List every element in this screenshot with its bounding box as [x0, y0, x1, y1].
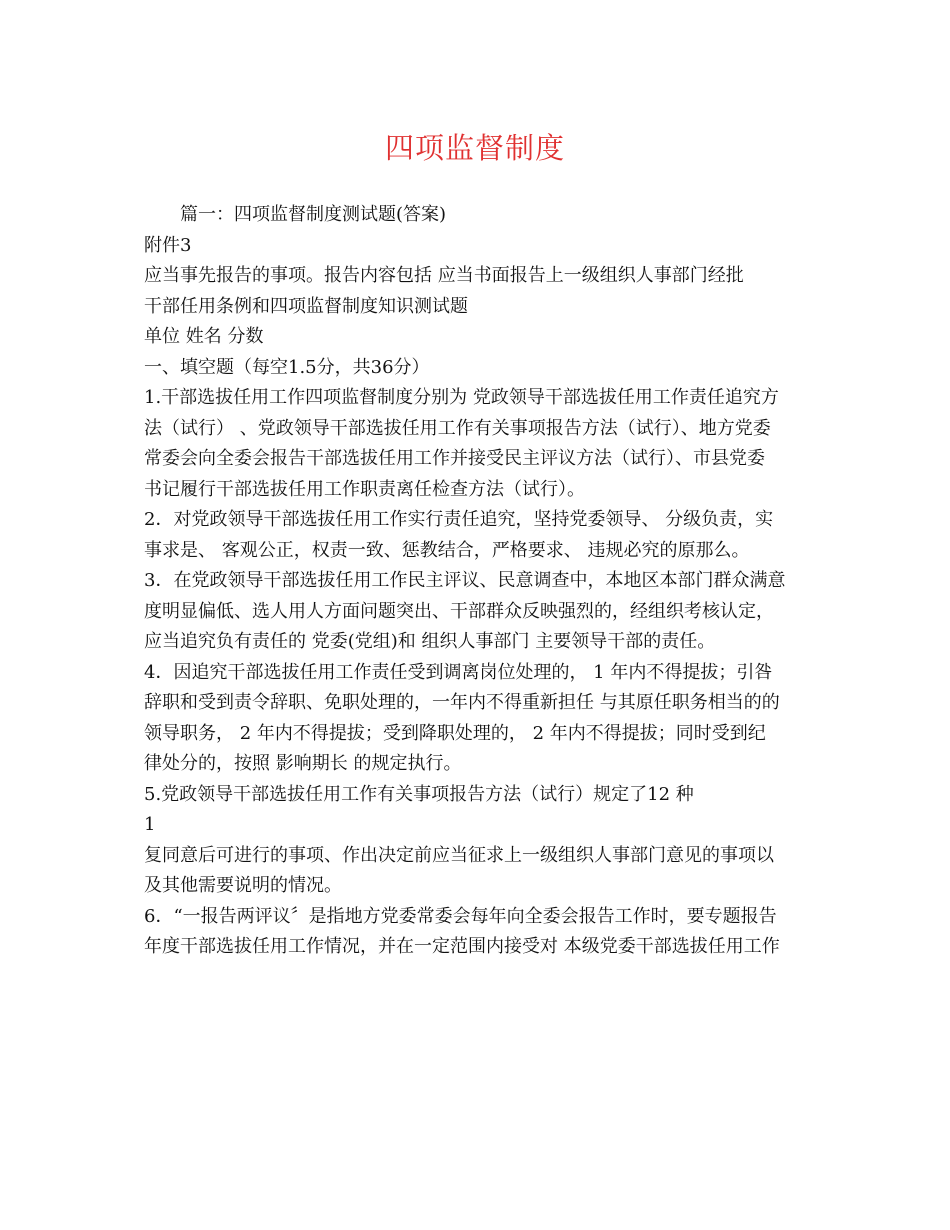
paragraph-line: 常委会向全委会报告干部选拔任用工作并接受民主评议方法（试行）、市县党委 [144, 448, 765, 469]
page-number: 1 [144, 814, 156, 835]
paragraph-line: 1.干部选拔任用工作四项监督制度分别为 党政领导干部选拔任用工作责任追究方 [144, 387, 779, 408]
paragraph-line: 度明显偏低、选人用人方面问题突出、干部群众反映强烈的，经组织考核认定， [144, 600, 774, 622]
paragraph-line: 法（试行） 、党政领导干部选拔任用工作有关事项报告方法（试行）、地方党委 [144, 417, 771, 439]
paragraph-line: 附件3 [144, 234, 192, 256]
paragraph-line: 辞职和受到责令辞职、免职处理的，一年内不得重新担任 与其原任职务相当的的 [144, 692, 780, 713]
paragraph-line: 及其他需要说明的情况。 [144, 875, 342, 896]
paragraph-line: 应当事先报告的事项。报告内容包括 应当书面报告上一级组织人事部门经批 [144, 265, 744, 286]
paragraph-line: 应当追究负有责任的 党委(党组)和 组织人事部门 主要领导干部的责任。 [144, 631, 716, 652]
paragraph-line: 干部任用条例和四项监督制度知识测试题 [144, 295, 468, 317]
paragraph-line: 复同意后可进行的事项、作出决定前应当征求上一级组织人事部门意见的事项以 [144, 844, 774, 866]
paragraph-line: 事求是、 客观公正，权责一致、惩教结合，严格要求、 违规必究的原那么。 [144, 539, 750, 561]
paragraph-line: 书记履行干部选拔任用工作职责离任检查方法（试行）。 [144, 478, 585, 500]
document-body [144, 200, 824, 963]
paragraph-line: 律处分的，按照 影响期长 的规定执行。 [144, 753, 462, 774]
paragraph-line: 一、填空题（每空1.5分，共36分） [144, 356, 430, 378]
paragraph-line: 领导职务， 2 年内不得提拔；受到降职处理的， 2 年内不得提拔；同时受到纪 [144, 722, 766, 744]
paragraph-line: 单位 姓名 分数 [144, 326, 264, 347]
paragraph-line: 年度干部选拔任用工作情况，并在一定范围内接受对 本级党委干部选拔任用工作 [144, 936, 780, 957]
paragraph-line: 2．对党政领导干部选拔任用工作实行责任追究，坚持党委领导、 分级负责，实 [144, 509, 774, 530]
paragraph-line: 6．“一报告两评议〞是指地方党委常委会每年向全委会报告工作时，要专题报告 [144, 905, 777, 927]
paragraph-line: 4．因追究干部选拔任用工作责任受到调离岗位处理的， 1 年内不得提拔；引咎 [144, 661, 773, 683]
paragraph-line: 3．在党政领导干部选拔任用工作民主评议、民意调查中，本地区本部门群众满意 [144, 570, 786, 591]
section-heading: 篇一：四项监督制度测试题(答案) [180, 204, 447, 225]
document-title: 四项监督制度 [384, 131, 565, 165]
paragraph-line: 5.党政领导干部选拔任用工作有关事项报告方法（试行）规定了12 种 [144, 783, 694, 805]
